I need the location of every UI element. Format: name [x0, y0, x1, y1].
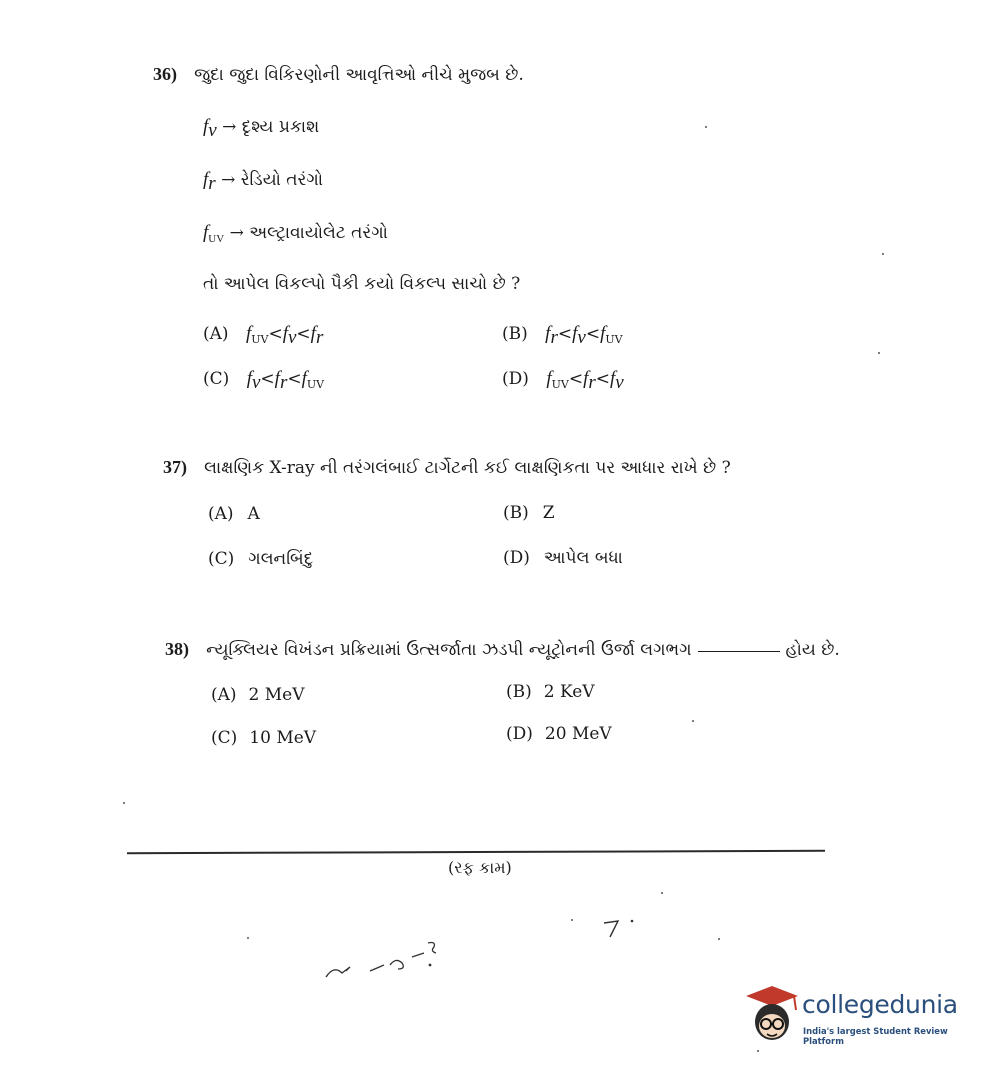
frequency-item: $f_{UV}$ → અલ્ટ્રાવાયોલેટ તરંગો [203, 222, 388, 245]
option-b: (B) 2 KeV [506, 682, 595, 702]
footer-divider [127, 850, 825, 854]
option-d: (D) 20 MeV [506, 724, 612, 744]
option-c: (C) 10 MeV [211, 728, 317, 748]
option-c: (C) $fv<fr<f_{UV}$ [203, 368, 325, 393]
handwritten-mark [600, 915, 640, 945]
question-number: 38) [165, 639, 189, 659]
question-text: લાક્ષણિક X-ray ની તરંગલંબાઈ ટાર્ગેટની કઈ લાક્ષણિકતા પર આધાર રાખે છે ? [204, 458, 731, 478]
question-number: 36) [153, 64, 177, 84]
option-a: (A) A [208, 504, 260, 524]
option-c: (C) ગલનબિંદુ [208, 549, 314, 569]
graduate-mascot-icon [742, 982, 802, 1044]
option-d: (D) આપેલ બધા [503, 548, 623, 568]
question-prompt: તો આપેલ વિકલ્પો પૈકી કયો વિકલ્પ સાચો છે ? [203, 274, 521, 294]
question-text: જુદા જુદા વિકિરણોની આવૃત્તિઓ નીચે મુજબ છે. [194, 65, 524, 85]
rough-work-note: (રફ કામ) [448, 858, 512, 877]
question-text-end: હોય છે. [785, 640, 840, 660]
question-text: ન્યૂક્લિયર વિખંડન પ્રક્રિયામાં ઉત્સર્જાતા ઝડપી ન્યૂટ્રોનની ઉર્જા લગભગ [206, 640, 692, 660]
frequency-item: fr → રેડિયો તરંગો [203, 169, 324, 194]
handwritten-scribble [320, 935, 450, 985]
answer-blank [698, 651, 780, 652]
option-a: (A) $f_{UV}<fv<fr$ [203, 323, 324, 348]
option-b: (B) Z [503, 503, 555, 523]
question-number: 37) [163, 457, 187, 477]
brand-name: collegedunia [802, 990, 958, 1019]
collegedunia-watermark [742, 982, 972, 1044]
option-d: (D) $f_{UV}<fr<fv$ [502, 368, 624, 393]
option-b: (B) $fr<fv<f_{UV}$ [502, 323, 623, 348]
frequency-item: fv → દૃશ્ય પ્રકાશ [203, 116, 320, 141]
brand-tagline: India's largest Student Review Platform [803, 1026, 948, 1046]
option-a: (A) 2 MeV [211, 685, 305, 705]
